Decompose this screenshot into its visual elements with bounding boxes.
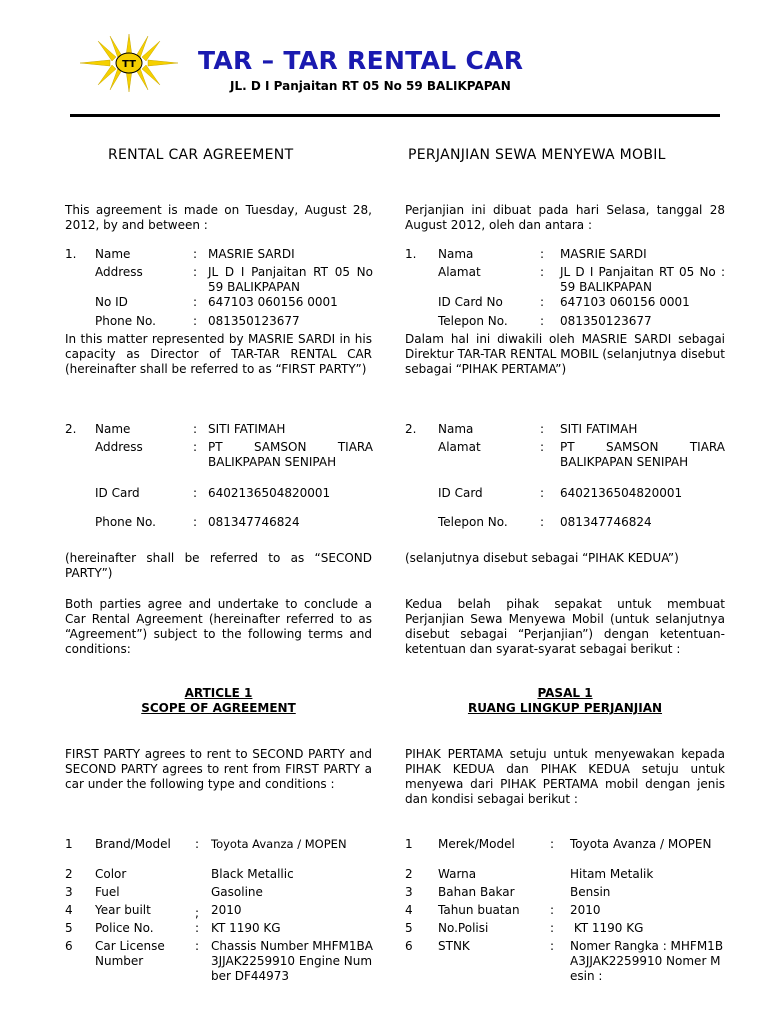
pihak1-id-row: ID Card No : 647103 060156 0001 (405, 295, 725, 310)
car-item-value: Gasoline (211, 885, 263, 899)
pihak2-address-value: PT SAMSON TIARA BALIKPAPAN SENIPAH (560, 440, 725, 469)
car-item-value: Hitam Metalik (570, 867, 654, 881)
pihak1-name-row: 1. Nama : MASRIE SARDI (405, 247, 725, 262)
car-item-police (65, 921, 373, 936)
indonesian-intro: Perjanjian ini dibuat pada hari Selasa, tanggal 28 August 2012, oleh dan antara : (405, 203, 725, 232)
pihak1-id-label: ID Card No (438, 295, 503, 309)
car-item-value: Toyota Avanza / MOPEN (211, 837, 347, 851)
party1-number: 1. (65, 247, 77, 261)
pihak2-name-value: SITI FATIMAH (560, 422, 638, 436)
pihak2-name-row: 2. Nama : SITI FATIMAH (405, 422, 725, 437)
car-item-number: 2 (65, 867, 73, 881)
english-represent: In this matter represented by MASRIE SARDI in his capacity as Director of TAR-TAR RENTAL CAR (hereinafter shall be referred to as “FIRST PARTY”) (65, 332, 372, 376)
indonesian-column (405, 0, 725, 1024)
car-item-value: Toyota Avanza / MOPEN (570, 837, 712, 851)
english-both-parties: Both parties agree and undertake to conclude a Car Rental Agreement (hereinafter referred to as “Agreement”) subject to the following terms and conditions: (65, 597, 372, 656)
party2-name-row: 2. Name : SITI FATIMAH (65, 422, 373, 437)
english-title: RENTAL CAR AGREEMENT (108, 147, 294, 163)
company-address: JL. D I Panjaitan RT 05 No 59 BALIKPAPAN (230, 79, 511, 93)
car-item-value: 2010 (211, 903, 242, 917)
car-item-number: 3 (65, 885, 73, 899)
english-column (65, 0, 373, 1024)
logo-text: TT (122, 59, 136, 70)
car-item-colon (550, 885, 570, 900)
pihak2-id-label: ID Card (438, 486, 483, 500)
car-item-colon: : (550, 903, 555, 917)
car-item-label: No.Polisi (438, 921, 489, 935)
indonesian-represent: Dalam hal ini diwakili oleh MASRIE SARDI sebagai Direktur TAR-TAR RENTAL MOBIL (selanjutnya disebut sebagai “PIHAK PERTAMA”) (405, 332, 725, 376)
car-item-value: 2010 (570, 903, 601, 917)
car-item-colon: : (195, 837, 200, 851)
car-item-label: Color (95, 867, 127, 881)
party1-phone-label: Phone No. (95, 314, 156, 328)
car-item-number: 1 (405, 837, 413, 851)
party2-name-value: SITI FATIMAH (208, 422, 286, 436)
party1-id-label: No ID (95, 295, 128, 309)
car-item-colon (550, 867, 570, 882)
pihak2-number: 2. (405, 422, 417, 436)
english-article-title: ARTICLE 1 (184, 686, 253, 700)
pihak1-id-value: 647103 060156 0001 (560, 295, 690, 309)
indonesian-article-title: PASAL 1 (537, 686, 593, 700)
indonesian-second-party: (selanjutnya disebut sebagai “PIHAK KEDUA”) (405, 551, 679, 565)
company-name: TAR – TAR RENTAL CAR (198, 46, 524, 75)
party2-number: 2. (65, 422, 77, 436)
car-item-colon: ; (195, 906, 200, 920)
car-item-colon: : (195, 939, 200, 953)
pihak2-phone-label: Telepon No. (438, 515, 508, 529)
pihak1-address-label: Alamat (438, 265, 481, 279)
party1-phone-value: 081350123677 (208, 314, 300, 328)
party1-id-row: No ID : 647103 060156 0001 (65, 295, 373, 310)
car-item-value: KT 1190 KG (570, 921, 644, 935)
party1-address-value: JL D I Panjaitan RT 05 No 59 BALIKPAPAN (208, 265, 373, 294)
english-article-subtitle: SCOPE OF AGREEMENT (141, 701, 296, 715)
indonesian-both-parties: Kedua belah pihak sepakat untuk membuat Perjanjian Sewa Menyewa Mobil (untuk selanjutnya disebut sebagai “Perjanjian”) dengan ketentuan-ketentuan dan syarat-syarat sebagai berikut : (405, 597, 725, 656)
car-item-colon: : (195, 921, 200, 935)
car-item-label: Year built (95, 903, 151, 917)
car-item-label: Fuel (95, 885, 120, 899)
indonesian-title: PERJANJIAN SEWA MENYEWA MOBIL (408, 147, 666, 163)
car-item-label: Tahun buatan (438, 903, 520, 917)
pihak1-name-label: Nama (438, 247, 474, 261)
car-item-value: KT 1190 KG (211, 921, 281, 935)
party2-id-label: ID Card (95, 486, 140, 500)
party2-address-row: Address : PT SAMSON TIARA BALIKPAPAN SENIPAH (95, 440, 373, 469)
pihak2-address-label: Alamat (438, 440, 481, 454)
pihak1-phone-label: Telepon No. (438, 314, 508, 328)
car-item-number: 4 (65, 903, 73, 917)
car-item-number: 6 (65, 939, 73, 953)
party2-phone-label: Phone No. (95, 515, 156, 529)
car-item-merek (405, 837, 725, 852)
car-item-nopol (405, 921, 725, 936)
car-item-tahun (405, 903, 725, 918)
party2-address-value: PT SAMSON TIARA BALIKPAPAN SENIPAH (208, 440, 373, 469)
english-second-party: (hereinafter shall be referred to as “SECOND PARTY”) (65, 551, 372, 580)
pihak2-phone-value: 081347746824 (560, 515, 652, 529)
party1-name-value: MASRIE SARDI (208, 247, 295, 261)
car-item-year (65, 903, 373, 921)
car-item-colon (195, 867, 211, 882)
car-item-fuel (65, 885, 373, 900)
party1-phone-row: Phone No. : 081350123677 (65, 314, 373, 329)
car-item-value: Bensin (570, 885, 611, 899)
party1-address-row: Address : JL D I Panjaitan RT 05 No 59 BALIKPAPAN (95, 265, 373, 294)
pihak2-address-row: Alamat : PT SAMSON TIARA BALIKPAPAN SENIPAH (438, 440, 725, 469)
car-item-label: Warna (438, 867, 477, 881)
car-item-number: 5 (405, 921, 413, 935)
car-item-color (65, 867, 373, 882)
english-article-text: FIRST PARTY agrees to rent to SECOND PARTY and SECOND PARTY agrees to rent from FIRST PARTY a car under the following type and conditions : (65, 747, 372, 791)
car-item-number: 2 (405, 867, 413, 881)
pihak1-number: 1. (405, 247, 417, 261)
pihak1-name-value: MASRIE SARDI (560, 247, 647, 261)
pihak1-address-row: Alamat : JL D I Panjaitan RT 05 No : 59 BALIKPAPAN (438, 265, 725, 294)
car-item-bahan-bakar (405, 885, 725, 900)
car-item-license (65, 939, 373, 984)
car-item-colon (195, 885, 211, 900)
party2-phone-row: Phone No. : 081347746824 (65, 515, 373, 530)
car-item-label: Bahan Bakar (438, 885, 515, 899)
indonesian-article-subtitle: RUANG LINGKUP PERJANJIAN (467, 701, 663, 715)
party1-name-row: 1. Name : MASRIE SARDI (65, 247, 373, 262)
car-item-number: 5 (65, 921, 73, 935)
party1-address-label: Address (95, 265, 143, 279)
pihak2-name-label: Nama (438, 422, 474, 436)
car-item-stnk (405, 939, 725, 984)
party2-id-row: ID Card : 6402136504820001 (65, 486, 373, 501)
party2-address-label: Address (95, 440, 143, 454)
pihak2-phone-row: Telepon No. : 081347746824 (405, 515, 725, 530)
party1-name-label: Name (95, 247, 131, 261)
pihak2-id-row: ID Card : 6402136504820001 (405, 486, 725, 501)
car-item-number: 3 (405, 885, 413, 899)
car-item-label: Brand/Model (95, 837, 171, 851)
pihak1-address-value: JL D I Panjaitan RT 05 No : 59 BALIKPAPAN (560, 265, 725, 294)
car-item-label: Police No. (95, 921, 154, 935)
car-item-colon: : (550, 837, 555, 851)
party1-id-value: 647103 060156 0001 (208, 295, 338, 309)
car-item-value: Black Metallic (211, 867, 294, 881)
car-item-number: 4 (405, 903, 413, 917)
party2-id-value: 6402136504820001 (208, 486, 331, 500)
english-intro: This agreement is made on Tuesday, August 28, 2012, by and between : (65, 203, 372, 232)
car-item-label: STNK (438, 939, 470, 953)
indonesian-article-text: PIHAK PERTAMA setuju untuk menyewakan kepada PIHAK KEDUA dan PIHAK KEDUA setuju untuk menyewa dari PIHAK PERTAMA mobil dengan jenis dan kondisi sebagai berikut : (405, 747, 725, 806)
car-item-colon: : (550, 921, 555, 935)
party2-name-label: Name (95, 422, 131, 436)
car-item-warna (405, 867, 725, 882)
car-item-number: 1 (65, 837, 73, 851)
party2-phone-value: 081347746824 (208, 515, 300, 529)
car-item-label: Car License Number (95, 939, 165, 968)
car-item-value: Chassis Number MHFM1BA3JJAK2259910 Engine Number DF44973 (211, 939, 373, 983)
car-item-value: Nomer Rangka : MHFM1BA3JJAK2259910 Nomer Mesin : (570, 939, 724, 983)
pihak1-phone-value: 081350123677 (560, 314, 652, 328)
car-item-colon: : (550, 939, 555, 953)
car-item-brand (65, 837, 373, 852)
pihak2-id-value: 6402136504820001 (560, 486, 683, 500)
pihak1-phone-row: Telepon No. : 081350123677 (405, 314, 725, 329)
car-item-label: Merek/Model (438, 837, 515, 851)
car-item-number: 6 (405, 939, 413, 953)
